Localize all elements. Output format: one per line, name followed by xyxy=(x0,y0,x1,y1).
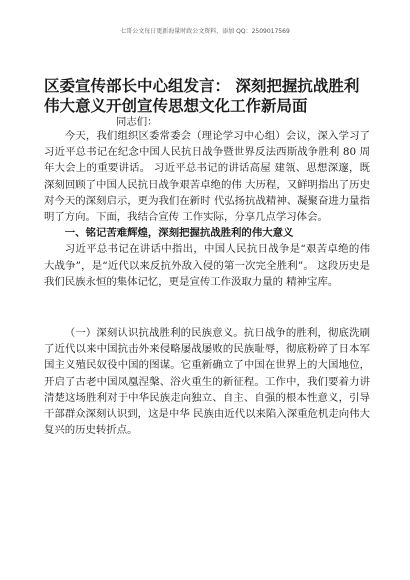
document-title-line-1: 区委宣传部长中心组发言： 深刻把握抗战胜利 xyxy=(44,76,360,95)
header-note: 七哥公文每日更新海量时政公文资料，添加 QQ：2509017569 xyxy=(120,28,290,35)
section-paragraph-1: 习近平总书记在讲话中指出，中国人民抗日战争是“艰苦卓绝的伟大战争”，是“近代以来反抗外敌入侵的第一次完全胜利”。 这段历史是我们民族永恒的集体记忆，更是宣传工作汲取力量的 精神宝库。 xyxy=(44,243,370,288)
section-heading-1: 一、铭记苦难辉煌，深刻把握抗战胜利的伟大意义 xyxy=(64,227,294,240)
document-title-line-2: 伟大意义开创宣传思想文化工作新局面 xyxy=(44,96,308,115)
subsection-paragraph-1: （一）深刻认识抗战胜利的民族意义。抗日战争的胜利，彻底洗刷了近代以来中国抗击外来侵略屡战屡败的民族耻辱，彻底粉碎了日本军国主义殖民奴役中国的图谋。它重新确立了中国在世界上的大国地位，开启了古老中国凤凰涅槃、浴火重生的新征程。工作中，我们要着力讲清楚这场胜利对于中华民族走向独立、自主、自强的根本性意义，引导干部群众深刻认识到，这是中华 民族由近代以来陷入深重危机走向伟大复兴的历史转折点。 xyxy=(44,327,370,437)
body-block-1 xyxy=(44,128,370,290)
intro-paragraph: 今天，我们组织区委常委会（理论学习中心组）会议，深入学习了 习近平总书记在纪念中国人民抗日战争暨世界反法西斯战争胜利 80 周年大会上的重要讲话。 习近平总书记的讲话高屋 建瓴、思想深邃，既深刻回顾了中国人民抗日战争艰苦卓绝的伟 大历程，又鲜明指出了历史对今天的深刻启示，更为我们在新时 代弘扬抗战精神、凝聚奋进力量指明了方向。下面，我结合宣传 工作实际，分享几点学习体会。 xyxy=(44,130,370,224)
body-block-2 xyxy=(44,325,370,438)
greeting: 同志们： xyxy=(116,116,158,128)
